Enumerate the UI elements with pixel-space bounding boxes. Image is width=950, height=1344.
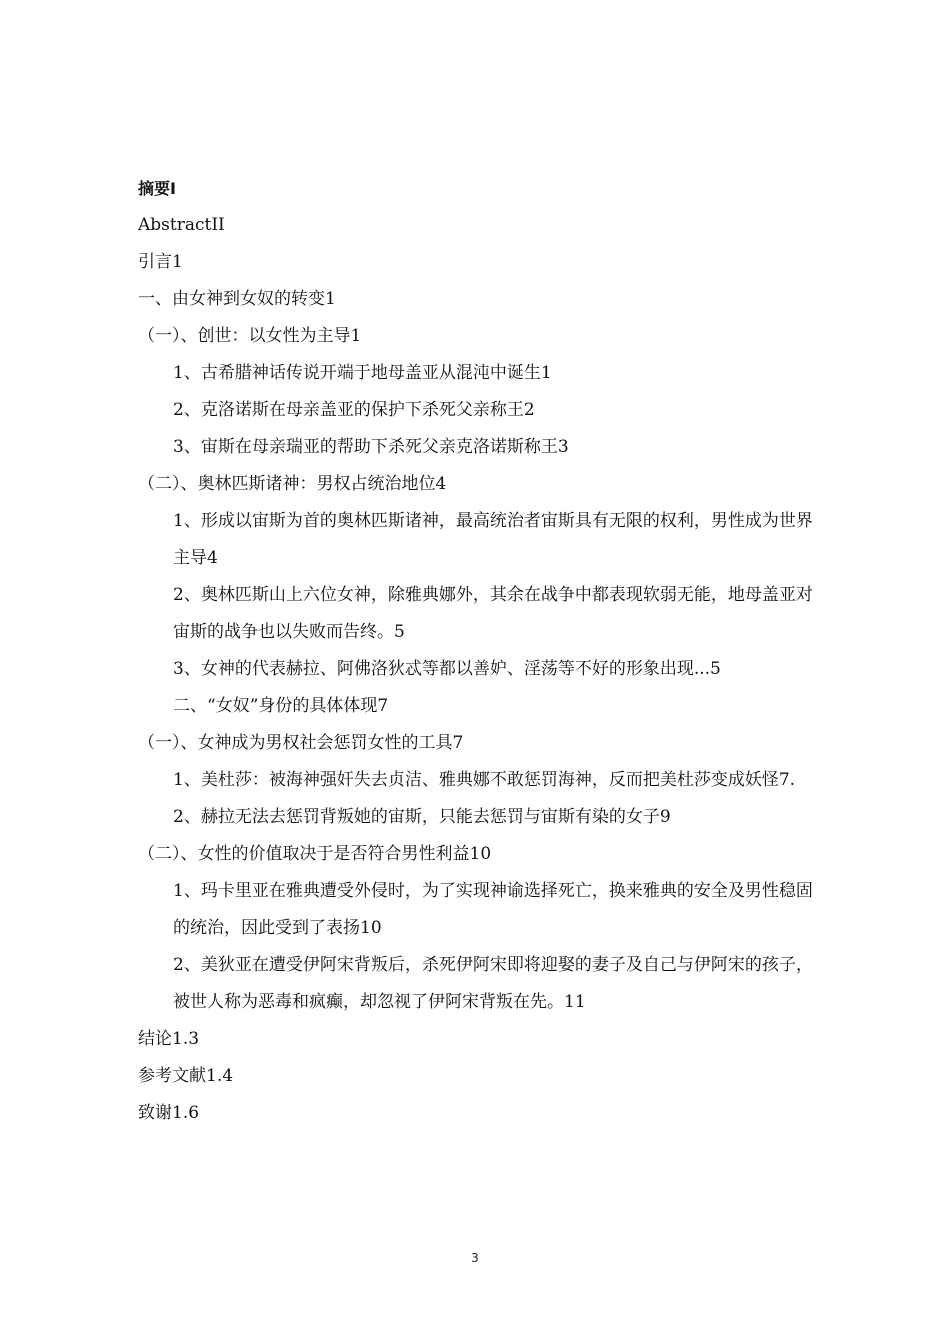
toc-entry-chapter-2: 二、“女奴”身份的具体体现7 xyxy=(173,696,389,716)
toc-entry-item: 3、女神的代表赫拉、阿佛洛狄忒等都以善妒、淫荡等不好的形象出现...5 xyxy=(173,659,721,679)
toc-entry-item: 1、玛卡里亚在雅典遭受外侵时，为了实现神谕选择死亡，换来雅典的安全及男性稳固的统治，因此受到了表扬10 xyxy=(173,881,813,938)
toc-entry-section-2-1: （一）、女神成为男权社会惩罚女性的工具7 xyxy=(138,733,464,753)
toc-entry-item: 1、形成以宙斯为首的奥林匹斯诸神，最高统治者宙斯具有无限的权利，男性成为世界主导4 xyxy=(173,511,813,568)
toc-entry-acknowledgements: 致谢1.6 xyxy=(138,1103,200,1123)
table-of-contents xyxy=(138,170,828,1132)
toc-entry-item: 1、美杜莎：被海神强奸失去贞洁、雅典娜不敢惩罚海神，反而把美杜莎变成妖怪7. xyxy=(173,770,796,790)
toc-entry-item: 2、克洛诺斯在母亲盖亚的保护下杀死父亲称王2 xyxy=(173,400,535,420)
page-number: 3 xyxy=(471,1251,479,1265)
toc-entry-abstract-cn: 摘要I xyxy=(138,179,176,198)
toc-entry-chapter-1: 一、由女神到女奴的转变1 xyxy=(138,289,336,309)
toc-entry-introduction: 引言1 xyxy=(138,252,183,272)
toc-entry-section-1-2: （二）、奥林匹斯诸神：男权占统治地位4 xyxy=(138,474,447,494)
toc-entry-section-1-1: （一）、创世：以女性为主导1 xyxy=(138,326,362,346)
toc-entry-item: 1、古希腊神话传说开端于地母盖亚从混沌中诞生1 xyxy=(173,363,552,383)
toc-entry-section-2-2: （二）、女性的价值取决于是否符合男性利益10 xyxy=(138,844,492,864)
toc-entry-item: 2、奥林匹斯山上六位女神，除雅典娜外，其余在战争中都表现软弱无能，地母盖亚对宙斯的战争也以失败而告终。5 xyxy=(173,585,813,642)
toc-entry-item: 2、美狄亚在遭受伊阿宋背叛后，杀死伊阿宋即将迎娶的妻子及自己与伊阿宋的孩子，被世人称为恶毒和疯癫，却忽视了伊阿宋背叛在先。11 xyxy=(173,955,813,1012)
toc-entry-abstract-en: AbstractII xyxy=(138,215,225,235)
toc-entry-conclusion: 结论1.3 xyxy=(138,1029,200,1049)
toc-entry-references: 参考文献1.4 xyxy=(138,1066,234,1086)
toc-entry-item: 3、宙斯在母亲瑞亚的帮助下杀死父亲克洛诺斯称王3 xyxy=(173,437,569,457)
toc-entry-item: 2、赫拉无法去惩罚背叛她的宙斯，只能去惩罚与宙斯有染的女子9 xyxy=(173,807,671,827)
